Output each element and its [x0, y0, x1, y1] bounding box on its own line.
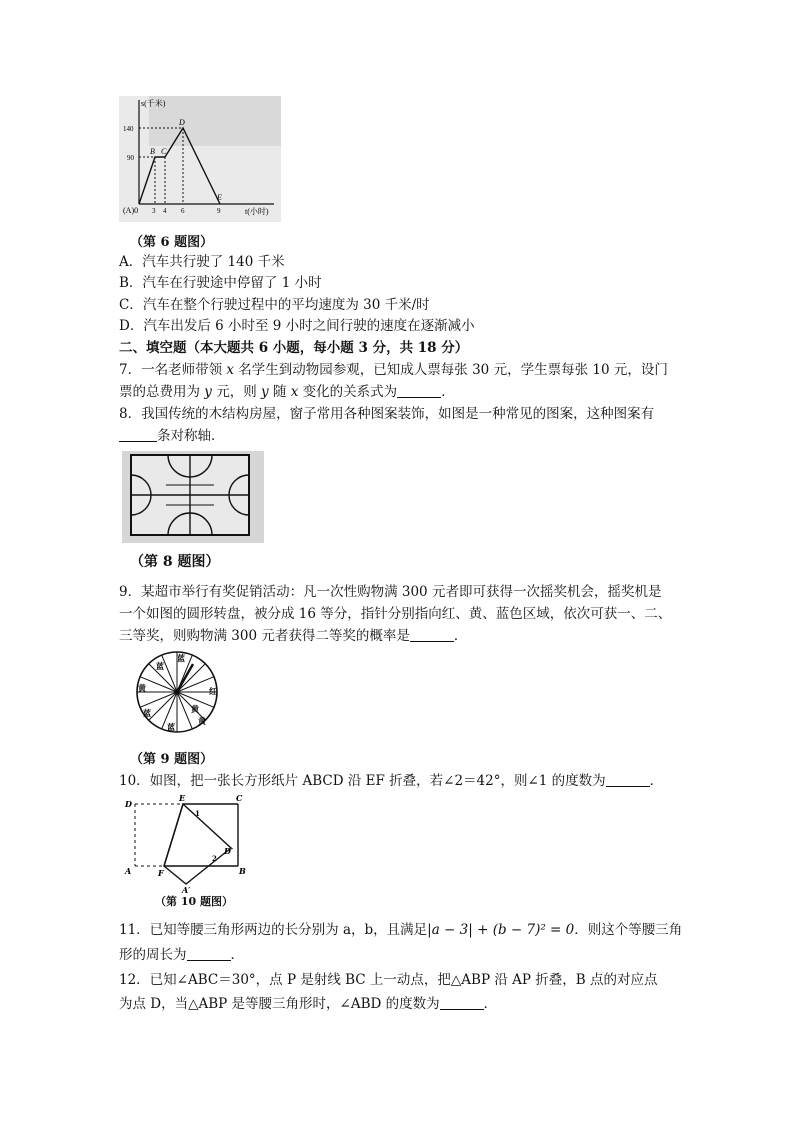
option-b: B．汽车在行驶途中停留了 1 小时	[119, 275, 322, 291]
q8-answer-blank[interactable]	[119, 427, 157, 442]
q10-answer-blank[interactable]	[606, 772, 650, 787]
fig6-ytick-140: 140	[123, 125, 134, 133]
option-c: C．汽车在整个行驶过程中的平均速度为 30 千米/时	[119, 297, 430, 313]
q9-line-1: 9．某超市举行有奖促销活动：凡一次性购物满 300 元者即可获得一次摇奖机会，摇奖机是	[119, 584, 662, 600]
figure-8-pattern	[122, 451, 264, 543]
q10-end: ．	[649, 773, 664, 789]
fig6-axis-x: t(小时)	[245, 207, 269, 216]
q8-line-1: 8．我国传统的木结构房屋，窗子常用各种图案装饰，如图是一种常见的图案，这种图案有	[119, 406, 655, 422]
fig6-ytick-90: 90	[127, 154, 134, 162]
q7-line-2	[119, 383, 455, 401]
fig6-point-d: D	[179, 118, 185, 127]
fig10-angle-1: 1	[195, 809, 200, 818]
spinner-label-8: 黄	[191, 704, 199, 714]
q10-text-1: 10．如图，把一张长方形纸片 ABCD 沿 EF 折叠，若∠2＝42°，则∠1 的度数为	[119, 773, 606, 789]
q7-end: ．	[441, 384, 455, 400]
fig6-point-e: E	[217, 193, 222, 202]
q7-text-1b: 名学生到动物园参观，已知成人票每张 30 元，学生票每张 10 元，设门	[234, 362, 668, 378]
q7-text-2a: 票的总费用为	[119, 384, 205, 400]
option-d: D．汽车出发后 6 小时至 9 小时之间行驶的速度在逐渐减小	[119, 318, 475, 334]
fig6-origin: (A)0	[123, 206, 139, 215]
spinner-spoke	[149, 692, 177, 720]
q11-line-2	[119, 946, 244, 964]
q11-line-1	[119, 921, 682, 939]
q12-text-2: 为点 D，当△ABP 是等腰三角形时，∠ABD 的度数为	[119, 996, 440, 1012]
q11-text-1a: 11．已知等腰三角形两边的长分别为 a，b，且满足	[119, 922, 428, 938]
q10-line-1	[119, 772, 663, 790]
q11-text-1b: ．则这个等腰三角	[574, 922, 683, 938]
fig10-point-d-prime: D′	[224, 846, 234, 856]
q9-line-2: 一个如图的圆形转盘，被分成 16 等分，指针分别指向红、黄、蓝色区域，依次可获一、二、	[119, 606, 672, 622]
figure-6-caption: （第 6 题图）	[130, 235, 214, 250]
q9-answer-blank[interactable]	[410, 627, 454, 642]
q7-var-y2: y	[261, 384, 269, 400]
fig6-xtick-6: 6	[181, 207, 185, 215]
q11-text-2: 形的周长为	[119, 947, 187, 963]
fig6-axis-y: s(千米)	[141, 99, 166, 108]
spinner-label-1: 蓝	[156, 661, 164, 671]
q9-text-3: 三等奖，则购物满 300 元者获得二等奖的概率是	[119, 628, 410, 644]
figure-10-fold	[120, 794, 250, 894]
section-2-heading: 二、填空题（本大题共 6 小题，每小题 3 分，共 18 分）	[119, 340, 469, 356]
fig10-point-a: A	[125, 866, 132, 876]
fig10-angle-2: 2	[212, 854, 217, 863]
fig10-point-f: F	[158, 868, 164, 878]
q11-math: |a − 3| + (b − 7)² = 0	[427, 922, 575, 938]
fig6-xtick-3: 3	[152, 207, 156, 215]
fig6-point-b: B	[150, 147, 155, 156]
q9-end: ．	[453, 628, 468, 644]
q11-end: ．	[230, 947, 244, 963]
q7-line-1	[119, 361, 668, 379]
figure-6-graph	[119, 96, 281, 222]
fig10-point-b: B	[239, 866, 246, 876]
q7-var-x2: x	[290, 384, 299, 400]
figure-9-spinner	[125, 650, 229, 734]
fig10-point-c: C	[236, 794, 243, 803]
q12-answer-blank[interactable]	[440, 995, 484, 1010]
spinner-label-4: 黄	[198, 716, 206, 726]
spinner-label-5: 黄	[138, 683, 146, 693]
q8-text-2: 条对称轴．	[157, 428, 225, 444]
q8-line-2	[119, 427, 225, 445]
spinner-label-6: 蓝	[143, 708, 151, 718]
fig10-point-d: D	[125, 799, 132, 809]
fig6-xtick-4: 4	[163, 207, 167, 215]
figure-8-caption: （第 8 题图）	[130, 554, 220, 570]
fig10-point-a-prime: A′	[182, 885, 191, 894]
q7-text-2b: 元，则	[211, 384, 262, 400]
q7-var-x: x	[226, 362, 235, 378]
spinner-label-3: 红	[209, 686, 217, 696]
q7-var-y1: y	[204, 384, 212, 400]
fig6-xtick-9: 9	[217, 207, 221, 215]
q11-answer-blank[interactable]	[187, 946, 231, 961]
spinner-label-2: 蓝	[177, 653, 185, 663]
fig10-point-e: E	[179, 794, 186, 803]
q7-text-2d: 变化的关系式为	[298, 384, 398, 400]
q12-line-2	[119, 995, 497, 1013]
figure-9-caption: （第 9 题图）	[130, 752, 214, 767]
q12-line-1: 12．已知∠ABC＝30°，点 P 是射线 BC 上一动点，把△ABP 沿 AP 折叠，B 点的对应点	[119, 972, 658, 988]
spinner-label-7: 蓝	[167, 722, 175, 732]
q7-answer-blank[interactable]	[397, 383, 441, 398]
option-a: A．汽车共行驶了 140 千米	[119, 254, 285, 270]
figure-10-caption: （第 10 题图）	[155, 895, 233, 908]
q9-line-3	[119, 627, 467, 645]
q7-text-1a: 7．一名老师带领	[119, 362, 227, 378]
fig6-point-c: C	[161, 147, 167, 156]
q12-end: ．	[483, 996, 498, 1012]
q7-text-2c: 随	[268, 384, 291, 400]
